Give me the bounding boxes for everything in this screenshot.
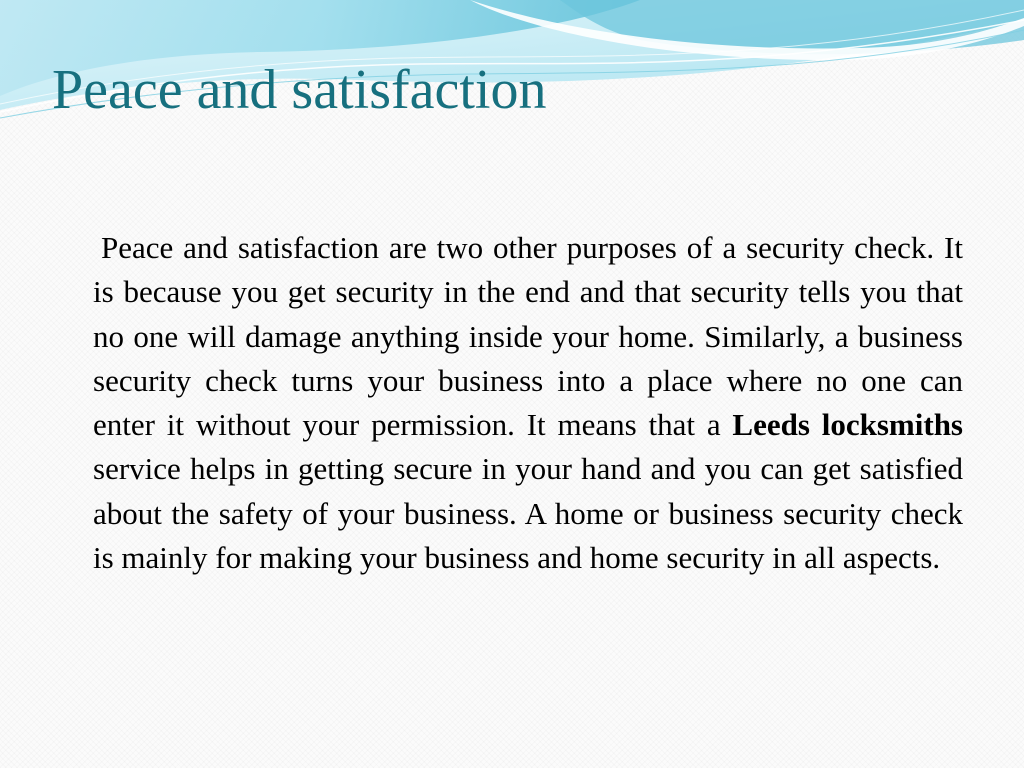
body-text-start: Peace and satisfaction are two other purposes of a security check. It is because you get security in the end and that security tells you that no one will damage anything inside your home. Similarly, a business security check turns your business into a place where no one can enter it without your permission. It means that a	[93, 230, 963, 443]
slide-title: Peace and satisfaction	[52, 59, 547, 121]
body-text-bold-keyword: Leeds locksmiths	[732, 407, 963, 443]
body-text-end: service helps in getting secure in your hand and you can get satisfied about the safety of your business. A home or business security check is mainly for making your business and home security in all aspects.	[93, 451, 963, 576]
slide-body-paragraph	[93, 226, 963, 580]
